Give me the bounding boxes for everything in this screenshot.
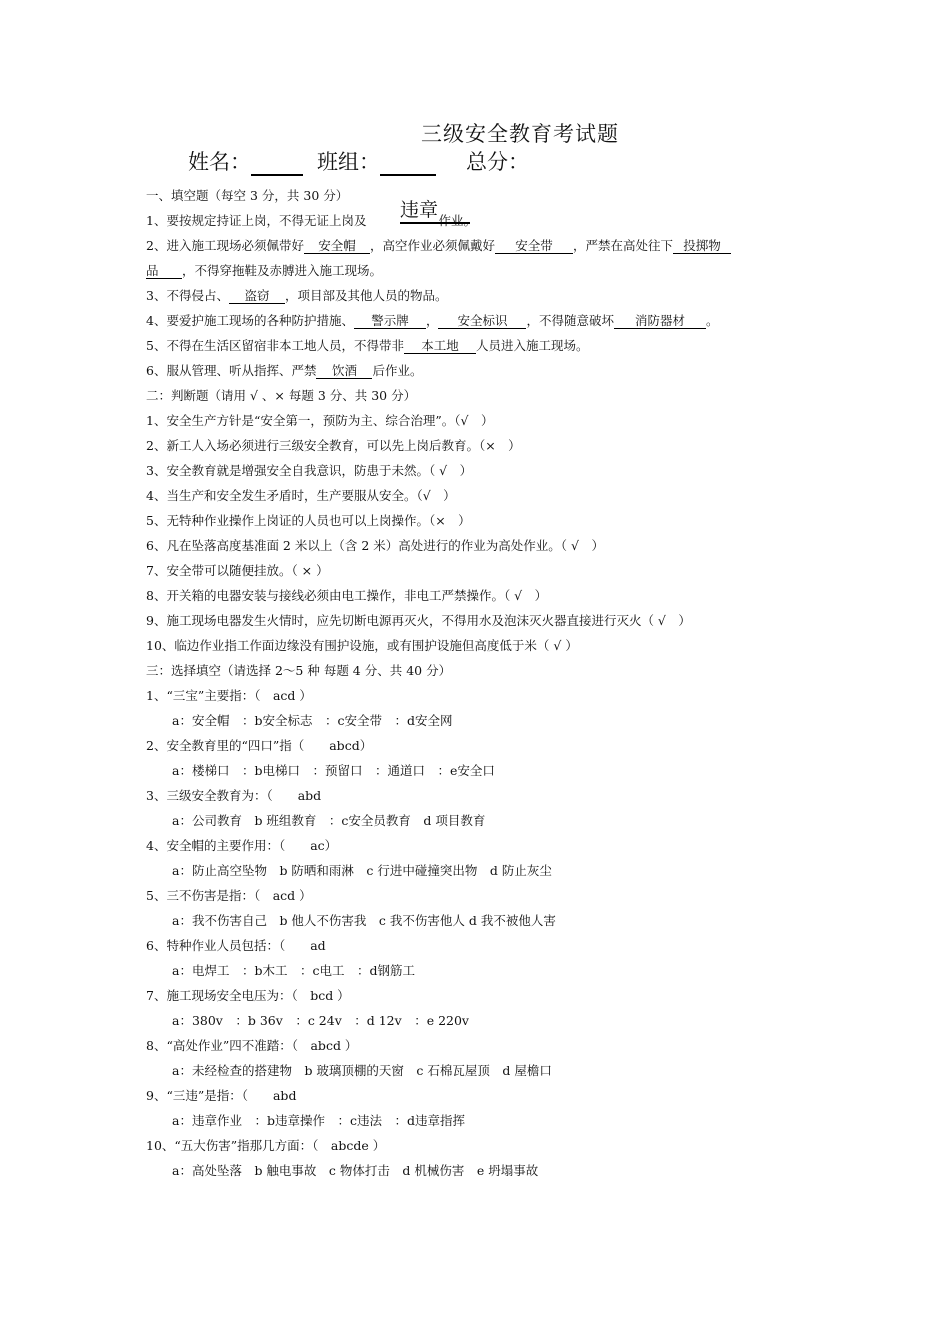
fill-q4-answer-3: 消防器材	[614, 314, 706, 329]
name-label: 姓名：	[188, 150, 251, 174]
judge-item: 1、安全生产方针是“安全第一，预防为主、综合治理”。（√ ）	[146, 413, 494, 428]
group-blank[interactable]	[380, 152, 436, 176]
judge-item: 8、开关箱的电器安装与接线必须由电工操作，非电工严禁操作。（ √ ）	[146, 588, 548, 603]
judge-item: 2、新工人入场必须进行三级安全教育，可以先上岗后教育。（× ）	[146, 438, 521, 453]
fill-q4-answer-1: 警示牌	[354, 314, 426, 329]
choice-options: a：违章作业 ：b违章操作 ：c违法 ：d违章指挥	[172, 1113, 465, 1128]
choice-question: 2、安全教育里的“四口”指（ abcd）	[146, 738, 373, 753]
fill-q3: 3、不得侵占、 盗窃 ，项目部及其他人员的物品。	[146, 288, 448, 303]
fill-q5: 5、不得在生活区留宿非本工地人员，不得带非 本工地 人员进入施工现场。	[146, 338, 589, 353]
fill-q4: 4、要爱护施工现场的各种防护措施、 警示牌 ， 安全标识 ，不得随意破坏 消防器材 。	[146, 313, 719, 328]
fill-q2-answer-3b: 品	[146, 264, 182, 279]
choice-question: 1、“三宝”主要指：（ acd ）	[146, 688, 312, 703]
choice-question: 6、特种作业人员包括：（ ad	[146, 938, 326, 953]
choice-options: a：高处坠落 b 触电事故 c 物体打击 d 机械伤害 e 坍塌事故	[172, 1163, 539, 1178]
choice-question: 5、三不伤害是指：（ acd ）	[146, 888, 312, 903]
judge-item: 10、临边作业指工作面边缘没有围护设施，或有围护设施但高度低于米（ √ ）	[146, 638, 578, 653]
fill-q4-answer-2: 安全标识	[438, 314, 526, 329]
judge-item: 7、安全带可以随便挂放。（ × ）	[146, 563, 329, 578]
choice-question: 4、安全帽的主要作用：（ ac）	[146, 838, 338, 853]
fill-heading: 一、填空题（每空 3 分，共 30 分）	[146, 188, 349, 203]
choice-options: a：公司教育 b 班组教育 ：c安全员教育 d 项目教育	[172, 813, 486, 828]
choice-options: a：380v ：b 36v ：c 24v ：d 12v ：e 220v	[172, 1013, 469, 1028]
choice-options: a：安全帽 ：b安全标志 ：c安全带 ：d安全网	[172, 713, 453, 728]
choice-options: a：电焊工 ：b木工 ：c电工 ：d钢筋工	[172, 963, 415, 978]
fill-q6-answer: 饮酒	[316, 364, 372, 379]
judge-item: 9、施工现场电器发生火情时，应先切断电源再灭火，不得用水及泡沫灭火器直接进行灭火（ √ ）	[146, 613, 691, 628]
fill-q5-answer: 本工地	[404, 339, 476, 354]
score-label: 总分：	[466, 150, 529, 174]
judge-item: 4、当生产和安全发生矛盾时，生产要服从安全。（√ ）	[146, 488, 456, 503]
group-label: 班组：	[317, 150, 380, 174]
choice-options: a：防止高空坠物 b 防晒和雨淋 c 行进中碰撞突出物 d 防止灰尘	[172, 863, 552, 878]
fill-q2-answer-3: 投掷物	[673, 239, 731, 254]
fill-q2-answer-1: 安全帽	[304, 239, 370, 254]
judge-item: 3、安全教育就是增强安全自我意识，防患于未然。（ √ ）	[146, 463, 473, 478]
judge-item: 5、无特种作业操作上岗证的人员也可以上岗操作。（× ）	[146, 513, 471, 528]
choice-options: a：楼梯口 ：b电梯口 ：预留口 ：通道口 ：e安全口	[172, 763, 495, 778]
choice-options: a：我不伤害自己 b 他人不伤害我 c 我不伤害他人 d 我不被他人害	[172, 913, 556, 928]
name-blank[interactable]	[251, 152, 303, 176]
choice-question: 3、三级安全教育为：（ abd	[146, 788, 322, 803]
choice-question: 9、“三违”是指：（ abd	[146, 1088, 297, 1103]
choice-question: 10、“五大伤害”指那几方面：（ abcde ）	[146, 1138, 386, 1153]
fill-q1: 1、要按规定持证上岗，不得无证上岗及 作业。	[146, 213, 476, 228]
fill-q2-cont: 品 ，不得穿拖鞋及赤膊进入施工现场。	[146, 263, 383, 278]
choice-heading: 三：选择填空（请选择 2～5 种 每题 4 分、共 40 分）	[146, 663, 452, 678]
fill-q3-answer: 盗窃	[229, 289, 285, 304]
page-title: 三级安全教育考试题	[421, 122, 619, 146]
judge-item: 6、凡在坠落高度基准面 2 米以上（含 2 米）高处进行的作业为高处作业。（ √ ）	[146, 538, 604, 553]
fill-q2: 2、进入施工现场必须佩带好 安全帽 ，高空作业必须佩戴好 安全带 ，严禁在高处往下 投掷物	[146, 238, 731, 254]
fill-q6: 6、服从管理、听从指挥、严禁 饮酒 后作业。	[146, 363, 423, 378]
choice-question: 8、“高处作业”四不准踏：（ abcd ）	[146, 1038, 358, 1053]
choice-question: 7、施工现场安全电压为：（ bcd ）	[146, 988, 350, 1003]
choice-options: a：未经检查的搭建物 b 玻璃顶棚的天窗 c 石棉瓦屋顶 d 屋檐口	[172, 1063, 552, 1078]
fill-q2-answer-2: 安全带	[495, 239, 573, 254]
exam-header	[188, 146, 529, 176]
fill-q1-answer: 违章	[400, 198, 470, 224]
judge-heading: 二：判断题（请用 √ 、× 每题 3 分、共 30 分）	[146, 388, 417, 403]
